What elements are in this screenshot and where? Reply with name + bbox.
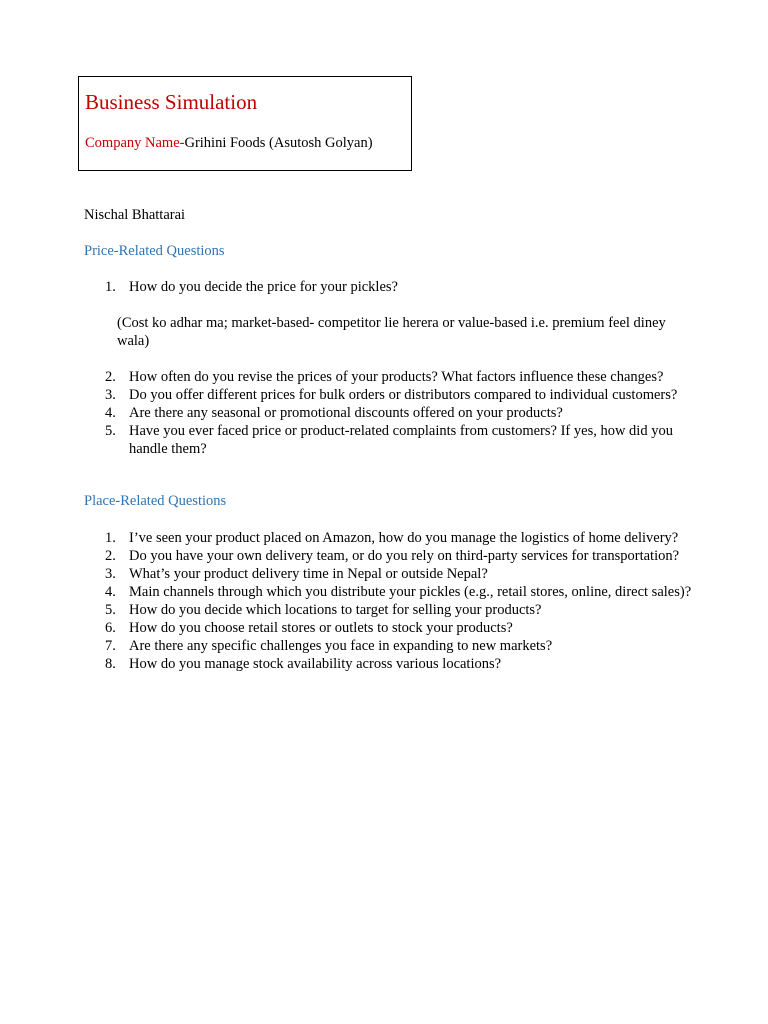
- list-item-number: 4.: [105, 584, 116, 600]
- company-label: Company Name-: [85, 135, 185, 151]
- list-item: [84, 583, 694, 601]
- list-item-number: 7.: [105, 638, 116, 654]
- list-item-text: How do you decide the price for your pickles?: [129, 279, 398, 295]
- list-item: [84, 368, 694, 386]
- list-item-number: 8.: [105, 656, 116, 672]
- price-question-list: [84, 368, 694, 458]
- list-item: [84, 619, 694, 637]
- list-item: [84, 637, 694, 655]
- list-item-number: 4.: [105, 405, 116, 421]
- list-item-number: 1.: [105, 530, 116, 546]
- list-item: [84, 547, 694, 565]
- list-item: [84, 404, 694, 422]
- place-section-heading: Place-Related Questions: [84, 493, 227, 509]
- list-item-number: 2.: [105, 369, 116, 385]
- list-item-text: What’s your product delivery time in Nepal or outside Nepal?: [129, 566, 488, 582]
- list-item-text: How do you decide which locations to target for selling your products?: [129, 602, 542, 618]
- list-item-number: 3.: [105, 566, 116, 582]
- title-box: [78, 76, 412, 171]
- list-item-text: Do you have your own delivery team, or do you rely on third-party services for transportation?: [129, 548, 680, 564]
- list-item-number: 6.: [105, 620, 116, 636]
- list-item: [84, 601, 694, 619]
- list-item-text: Do you offer different prices for bulk orders or distributors compared to individual customers?: [129, 387, 678, 403]
- list-item-number: 5.: [105, 602, 116, 618]
- list-item: [84, 386, 694, 404]
- company-value: Grihini Foods (Asutosh Golyan): [184, 135, 373, 151]
- list-item-text: I’ve seen your product placed on Amazon, how do you manage the logistics of home delivery?: [129, 530, 679, 546]
- list-item-text: Main channels through which you distribute your pickles (e.g., retail stores, online, direct sales)?: [129, 584, 692, 600]
- list-item-number: 2.: [105, 548, 116, 564]
- price-section-heading: Price-Related Questions: [84, 243, 225, 259]
- list-item-number: 3.: [105, 387, 116, 403]
- list-item-text: How often do you revise the prices of your products? What factors influence these changes?: [129, 369, 664, 385]
- list-item-number: 1.: [105, 279, 116, 295]
- list-item: [84, 278, 694, 296]
- pricing-note: (Cost ko adhar ma; market-based- competitor lie herera or value-based i.e. premium feel diney wala): [117, 315, 666, 349]
- list-item: [84, 655, 694, 673]
- list-item-text: Are there any seasonal or promotional discounts offered on your products?: [129, 405, 563, 421]
- list-item: [84, 565, 694, 583]
- list-item: [84, 529, 694, 547]
- list-item-text: How do you choose retail stores or outlets to stock your products?: [129, 620, 513, 636]
- list-item: [84, 422, 694, 458]
- place-question-list: [84, 529, 694, 673]
- document-title: Business Simulation: [85, 90, 258, 114]
- list-item-number: 5.: [105, 423, 116, 439]
- price-question-list-first: [84, 278, 694, 296]
- list-item-text: Are there any specific challenges you face in expanding to new markets?: [129, 638, 553, 654]
- list-item-text: How do you manage stock availability across various locations?: [129, 656, 502, 672]
- list-item-text: Have you ever faced price or product-related complaints from customers? If yes, how did you handle them?: [129, 423, 673, 457]
- company-line: [85, 134, 373, 152]
- author-name: Nischal Bhattarai: [84, 207, 186, 223]
